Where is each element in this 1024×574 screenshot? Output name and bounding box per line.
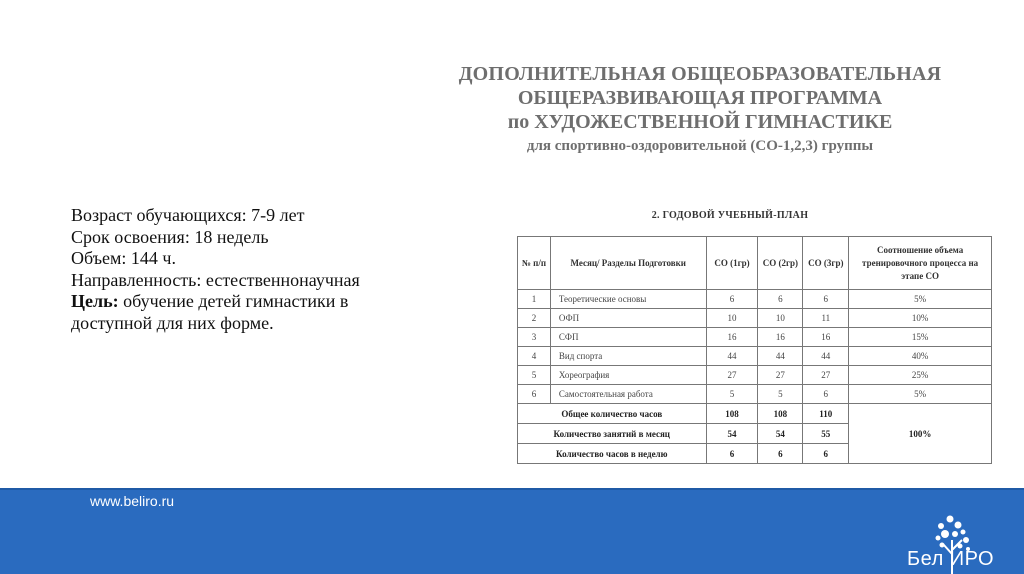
total-ratio: 100% xyxy=(849,404,992,464)
row-ratio: 40% xyxy=(849,347,992,366)
row-num: 4 xyxy=(518,347,551,366)
table-header-row xyxy=(518,237,992,290)
header-num: № п/п xyxy=(518,237,551,290)
info-goal-text: обучение детей гимнастики в xyxy=(118,291,349,311)
info-term: Срок освоения: 18 недель xyxy=(71,226,269,247)
info-goal xyxy=(71,291,431,313)
total-co3: 6 xyxy=(803,444,849,464)
row-co2: 5 xyxy=(758,385,803,404)
row-ratio: 25% xyxy=(849,366,992,385)
logo-text xyxy=(907,548,994,571)
program-title-line1: ДОПОЛНИТЕЛЬНАЯ ОБЩЕОБРАЗОВАТЕЛЬНАЯ xyxy=(458,63,942,85)
row-co3: 27 xyxy=(803,366,849,385)
header-ratio: Соотношение объема тренировочного процесса на этапе СО xyxy=(849,237,992,290)
total-co3: 110 xyxy=(803,404,849,424)
total-name: Количество занятий в месяц xyxy=(518,424,707,444)
row-co2: 16 xyxy=(758,328,803,347)
row-co2: 44 xyxy=(758,347,803,366)
row-ratio: 5% xyxy=(849,385,992,404)
row-co3: 44 xyxy=(803,347,849,366)
table-row xyxy=(518,366,992,385)
header-section: Месяц/ Разделы Подготовки xyxy=(550,237,706,290)
row-co2: 10 xyxy=(758,309,803,328)
row-name: Самостоятельная работа xyxy=(550,385,706,404)
study-plan-table xyxy=(517,236,992,464)
row-num: 3 xyxy=(518,328,551,347)
row-co1: 16 xyxy=(706,328,758,347)
plan-title: 2. ГОДОВОЙ УЧЕБНЫЙ-ПЛАН xyxy=(651,210,809,221)
header-co1: СО (1гр) xyxy=(706,237,758,290)
row-name: СФП xyxy=(550,328,706,347)
total-name: Общее количество часов xyxy=(518,404,707,424)
table-row xyxy=(518,328,992,347)
program-title-line4: для спортивно-оздоровительной (СО-1,2,3) группы xyxy=(526,138,874,154)
row-co3: 11 xyxy=(803,309,849,328)
total-co1: 108 xyxy=(706,404,758,424)
logo-text-left: Бел xyxy=(907,548,944,570)
program-info xyxy=(71,205,431,334)
total-co2: 108 xyxy=(758,404,803,424)
total-co2: 54 xyxy=(758,424,803,444)
row-name: ОФП xyxy=(550,309,706,328)
total-row-hours xyxy=(518,404,992,424)
total-co3: 55 xyxy=(803,424,849,444)
row-co1: 6 xyxy=(706,290,758,309)
row-num: 5 xyxy=(518,366,551,385)
row-ratio: 15% xyxy=(849,328,992,347)
table-row xyxy=(518,290,992,309)
row-co2: 27 xyxy=(758,366,803,385)
row-num: 2 xyxy=(518,309,551,328)
header-co3: СО (3гр) xyxy=(803,237,849,290)
info-direction: Направленность: естественнонаучная xyxy=(71,269,360,290)
info-goal-text2: доступной для них форме. xyxy=(71,312,274,333)
row-ratio: 5% xyxy=(849,290,992,309)
row-co2: 6 xyxy=(758,290,803,309)
total-co1: 6 xyxy=(706,444,758,464)
total-co1: 54 xyxy=(706,424,758,444)
row-co3: 16 xyxy=(803,328,849,347)
info-volume: Объем: 144 ч. xyxy=(71,248,176,268)
logo-text-right: ИРО xyxy=(949,548,995,570)
info-goal-label: Цель: xyxy=(71,291,119,311)
total-co2: 6 xyxy=(758,444,803,464)
row-co1: 5 xyxy=(706,385,758,404)
program-title-line3: по ХУДОЖЕСТВЕННОЙ ГИМНАСТИКЕ xyxy=(507,111,893,133)
row-name: Вид спорта xyxy=(550,347,706,366)
row-co3: 6 xyxy=(803,385,849,404)
row-co1: 10 xyxy=(706,309,758,328)
site-link[interactable]: www.beliro.ru xyxy=(90,493,175,509)
program-title-scan xyxy=(400,62,1000,157)
row-co3: 6 xyxy=(803,290,849,309)
total-name: Количество часов в неделю xyxy=(518,444,707,464)
program-title-line2: ОБЩЕРАЗВИВАЮЩАЯ ПРОГРАММА xyxy=(517,87,883,109)
info-age: Возраст обучающихся: 7-9 лет xyxy=(71,205,305,225)
row-num: 1 xyxy=(518,290,551,309)
row-co1: 27 xyxy=(706,366,758,385)
table-row xyxy=(518,385,992,404)
row-name: Теоретические основы xyxy=(550,290,706,309)
row-co1: 44 xyxy=(706,347,758,366)
header-co2: СО (2гр) xyxy=(758,237,803,290)
row-name: Хореография xyxy=(550,366,706,385)
row-ratio: 10% xyxy=(849,309,992,328)
row-num: 6 xyxy=(518,385,551,404)
footer-divider xyxy=(0,488,1024,490)
table-row xyxy=(518,309,992,328)
table-row xyxy=(518,347,992,366)
